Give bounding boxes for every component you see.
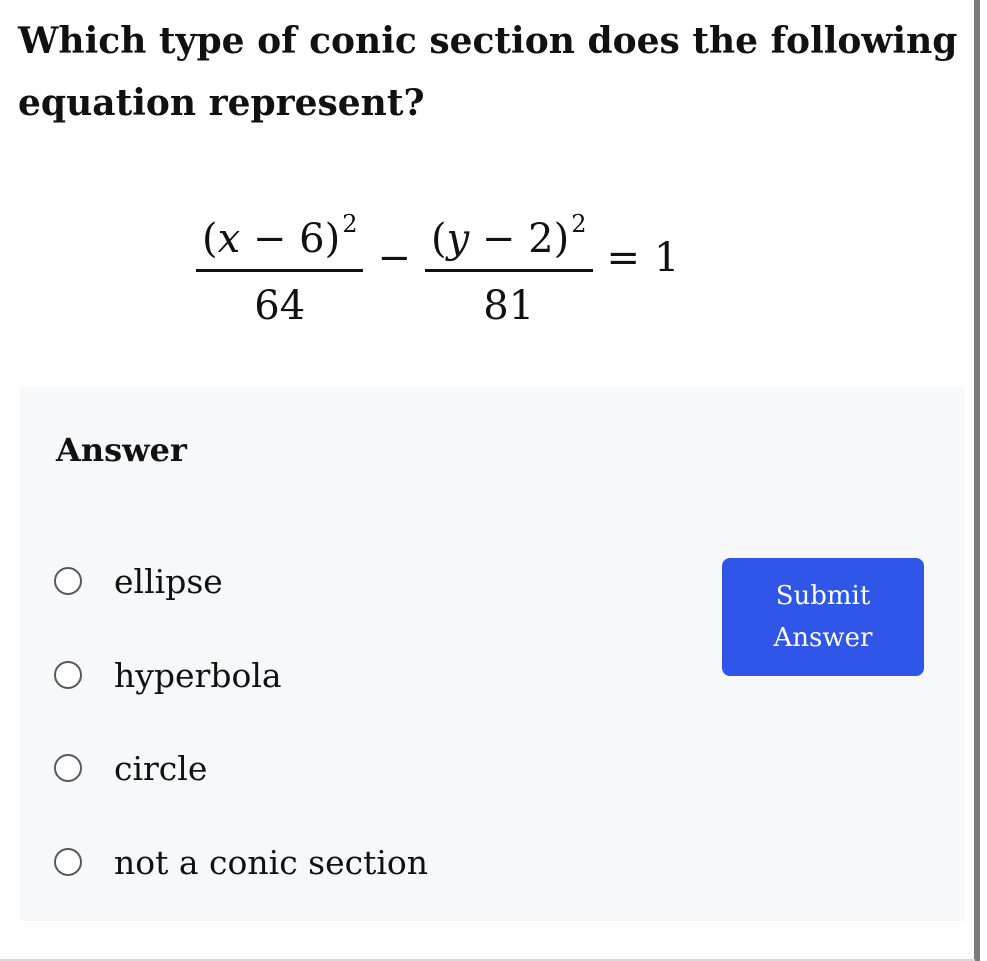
fraction-y-denominator: 81: [483, 283, 535, 329]
fraction-x-numerator: $(x - 6)^2$: [202, 210, 358, 262]
option-label: not a conic section: [114, 842, 429, 882]
option-label: circle: [114, 748, 208, 788]
y-variable: y: [446, 216, 470, 262]
option-not-a-conic-section[interactable]: [54, 840, 428, 884]
scrollbar[interactable]: [974, 0, 980, 961]
y-exponent: 2: [571, 210, 587, 238]
option-label: hyperbola: [114, 655, 282, 695]
fraction-x-term: [196, 198, 363, 332]
x-shift-constant: 6: [299, 216, 325, 262]
option-circle[interactable]: [54, 746, 207, 790]
fraction-y-term: [425, 198, 593, 332]
option-label: ellipse: [114, 561, 223, 601]
radio-button[interactable]: [54, 567, 82, 595]
equation: [196, 190, 693, 340]
question-text: Which type of conic section does the following equation represent?: [18, 20, 958, 124]
submit-answer-button[interactable]: Submit Answer: [722, 558, 924, 676]
equation-rhs: 1: [654, 235, 680, 281]
minus-operator: −: [377, 235, 411, 281]
radio-button[interactable]: [54, 754, 82, 782]
fraction-y-numerator: $(y - 2)^2$: [430, 210, 587, 262]
inner-minus-sign: −: [481, 216, 516, 262]
answer-panel: [20, 387, 965, 921]
answer-heading: Answer: [56, 431, 187, 469]
radio-button[interactable]: [54, 848, 82, 876]
fraction-x-denominator: 64: [254, 283, 306, 329]
x-exponent: 2: [342, 210, 358, 238]
equals-sign: =: [606, 235, 641, 281]
option-hyperbola[interactable]: [54, 653, 282, 697]
radio-button[interactable]: [54, 661, 82, 689]
y-shift-constant: 2: [528, 216, 554, 262]
x-variable: x: [217, 216, 241, 262]
option-ellipse[interactable]: [54, 559, 223, 603]
inner-minus-sign: −: [252, 216, 287, 262]
